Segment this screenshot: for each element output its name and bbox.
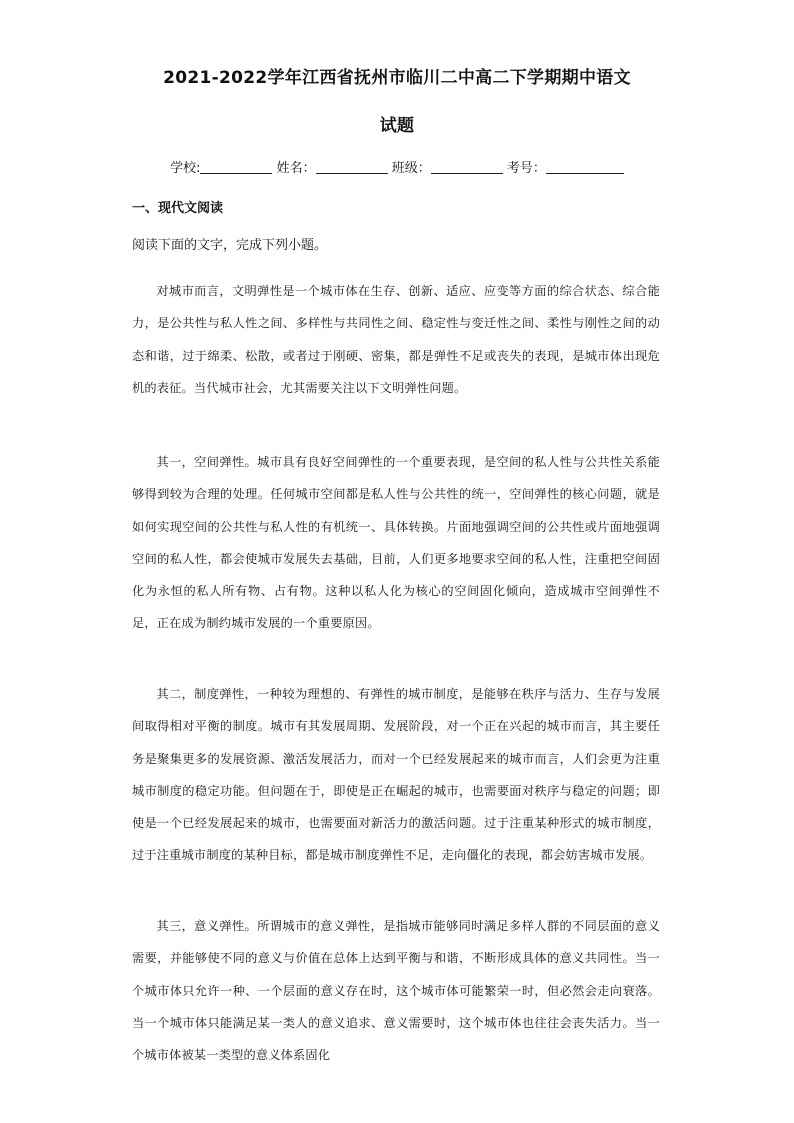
paragraph-1: 对城市而言，文明弹性是一个城市体在生存、创新、适应、应变等方面的综合状态、综合能力，是公共性与私人性之间、多样性与共同性之间、稳定性与变迁性之间、柔性与刚性之间的动态和谐，过于绵柔、松散，或者过于刚硬、密集，都是弹性不足或丧失的表现，是城市体出现危机的表征。当代城市社会，尤其需要关注以下文明弹性问题。	[132, 284, 660, 395]
paragraph-4: 其三，意义弹性。所谓城市的意义弹性，是指城市能够同时满足多样人群的不同层面的意义需要，并能够使不同的意义与价值在总体上达到平衡与和谐，不断形成具体的意义共同性。当一个城市体只允许一种、一个层面的意义存在时，这个城市体可能繁荣一时，但必然会走向衰落。当一个城市体只能满足某一类人的意义追求、意义需要时，这个城市体也往往会丧失活力。当一个城市体被某一类型的意义体系固化	[132, 919, 660, 1063]
paragraph-2: 其一，空间弹性。城市具有良好空间弹性的一个重要表现，是空间的私人性与公共性关系能够得到较为合理的处理。任何城市空间都是私人性与公共性的统一，空间弹性的核心问题，就是如何实现空间的公共性与私人性的有机统一、具体转换。片面地强调空间的公共性或片面地强调空间的私人性，都会使城市发展失去基础，目前，人们更多地要求空间的私人性，注重把空间固化为永恒的私人所有物、占有物。这种以私人化为核心的空间固化倾向，造成城市空间弹性不足，正在成为制约城市发展的一个重要原因。	[132, 455, 660, 631]
name-label: 姓名：	[276, 161, 316, 176]
class-blank	[431, 159, 503, 174]
name-blank	[316, 159, 388, 174]
exam-no-blank	[546, 159, 624, 174]
section-heading: 一、现代文阅读	[132, 201, 224, 216]
school-label: 学校:	[170, 161, 201, 176]
class-label: 班级：	[391, 161, 431, 176]
student-info-row	[0, 158, 794, 180]
paragraph-3: 其二，制度弹性，一种较为理想的、有弹性的城市制度，是能够在秩序与活力、生存与发展间取得相对平衡的制度。城市有其发展周期、发展阶段，对一个正在兴起的城市而言，其主要任务是聚集更多的发展资源、激活发展活力，而对一个已经发展起来的城市而言，人们会更为注重城市制度的稳定功能。但问题在于，即使是正在崛起的城市，也需要面对秩序与稳定的问题；即使是一个已经发展起来的城市，也需要面对新活力的激活问题。过于注重某种形式的城市制度，过于注重城市制度的某种目标，都是城市制度弹性不足，走向僵化的表现，都会妨害城市发展。	[132, 687, 660, 863]
document-title-line2: 试题	[379, 116, 415, 136]
school-blank	[200, 159, 272, 174]
reading-instruction: 阅读下面的文字，完成下列小题。	[132, 238, 328, 253]
document-title-line1: 2021-2022学年江西省抚州市临川二中高二下学期期中语文	[163, 68, 631, 88]
exam-no-label: 考号：	[506, 161, 546, 176]
